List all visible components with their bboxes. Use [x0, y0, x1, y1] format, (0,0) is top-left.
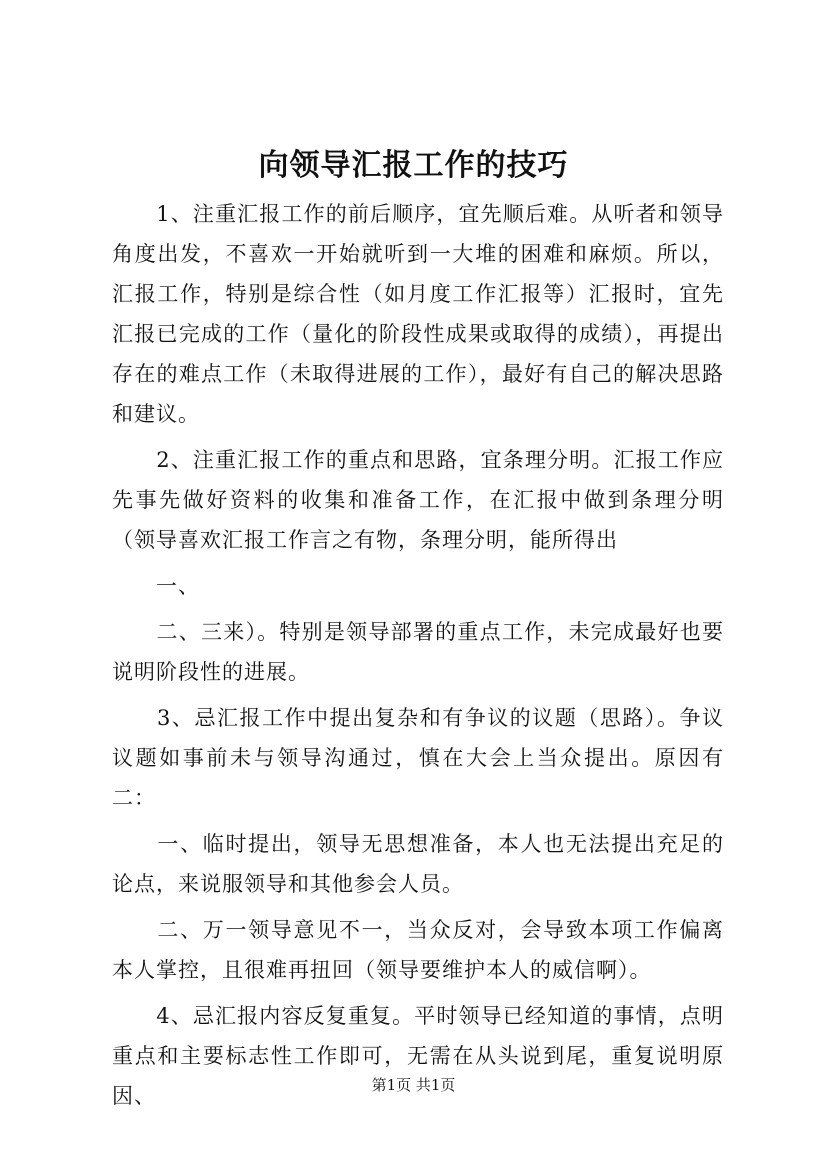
paragraph-5: 3、忌汇报工作中提出复杂和有争议的议题（思路）。争议议题如事前未与领导沟通过，慎在大会上当众提出。原因有二：	[112, 706, 724, 810]
paragraph-8: 4、忌汇报内容反复重复。平时领导已经知道的事情，点明重点和主要标志性工作即可，无需在从头说到尾，重复说明原因、	[112, 1004, 724, 1108]
paragraph-6: 一、临时提出，领导无思想准备，本人也无法提出充足的论点，来说服领导和其他参会人员。	[112, 832, 724, 896]
paragraph-2: 2、注重汇报工作的重点和思路，宜条理分明。汇报工作应先事先做好资料的收集和准备工作，在汇报中做到条理分明（领导喜欢汇报工作言之有物，条理分明，能所得出	[112, 448, 724, 552]
paragraph-4: 二、三来）。特别是领导部署的重点工作，未完成最好也要说明阶段性的进展。	[112, 620, 724, 684]
document-title: 向领导汇报工作的技巧	[258, 148, 569, 183]
page-footer: 第1页 共1页	[371, 1076, 456, 1094]
document-body	[112, 194, 724, 1116]
paragraph-7: 二、万一领导意见不一，当众反对，会导致本项工作偏离本人掌控，且很难再扭回（领导要维护本人的威信啊）。	[112, 918, 724, 982]
paragraph-3: 一、	[112, 574, 200, 598]
paragraph-1: 1、注重汇报工作的前后顺序，宜先顺后难。从听者和领导角度出发，不喜欢一开始就听到一大堆的困难和麻烦。所以，汇报工作，特别是综合性（如月度工作汇报等）汇报时，宜先汇报已完成的工作（量化的阶段性成果或取得的成绩），再提出存在的难点工作（未取得进展的工作），最好有自己的解决思路和建议。	[112, 202, 724, 426]
